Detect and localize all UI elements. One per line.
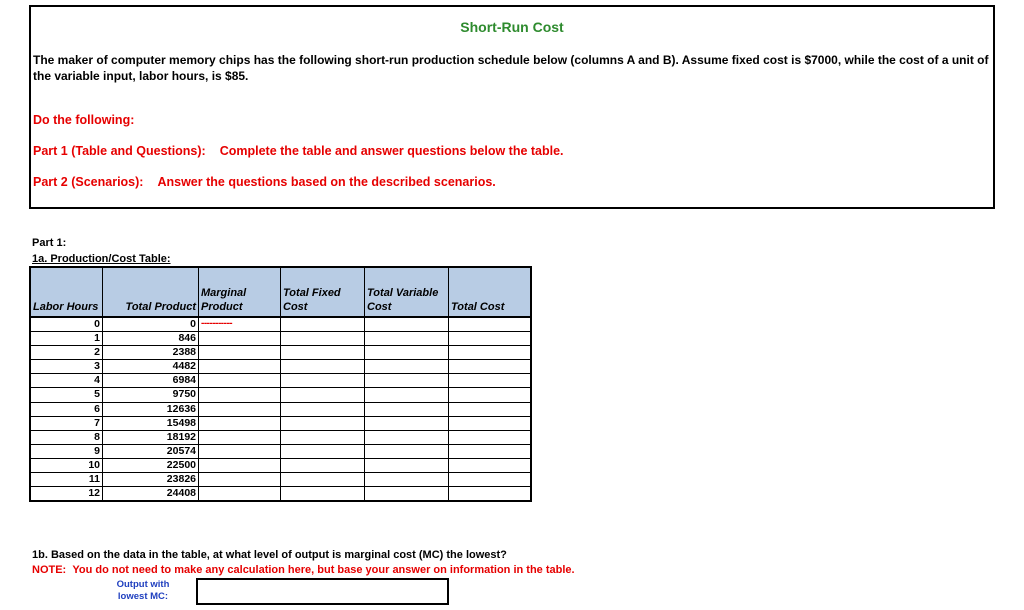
- part1-heading: Part 1:: [32, 237, 67, 249]
- lowest-mc-answer-input[interactable]: [196, 578, 449, 605]
- cell-marginal-product[interactable]: [199, 403, 281, 416]
- cell-total-product: 0: [103, 318, 199, 331]
- cell-total-variable-cost[interactable]: [365, 388, 449, 401]
- cell-marginal-product[interactable]: [199, 388, 281, 401]
- cell-labor-hours: 11: [31, 473, 103, 486]
- table-row: [31, 332, 530, 346]
- cell-marginal-product[interactable]: [199, 374, 281, 387]
- cell-total-variable-cost[interactable]: [365, 374, 449, 387]
- table-header: [31, 268, 530, 318]
- cell-total-product: 23826: [103, 473, 199, 486]
- cell-labor-hours: 12: [31, 487, 103, 500]
- cell-labor-hours: 8: [31, 431, 103, 444]
- cell-total-cost[interactable]: [449, 388, 530, 401]
- cell-total-cost[interactable]: [449, 403, 530, 416]
- col-header-total-variable-cost: Total Variable Cost: [365, 268, 449, 316]
- cell-total-product: 22500: [103, 459, 199, 472]
- table-row: [31, 403, 530, 417]
- cell-total-cost[interactable]: [449, 417, 530, 430]
- answer-label: Output with lowest MC:: [116, 579, 170, 602]
- cell-total-fixed-cost[interactable]: [281, 445, 365, 458]
- cell-labor-hours: 2: [31, 346, 103, 359]
- cell-total-variable-cost[interactable]: [365, 487, 449, 500]
- page-title: Short-Run Cost: [460, 19, 564, 35]
- note-text: You do not need to make any calculation here, but base your answer on information in the table.: [72, 564, 575, 576]
- cell-total-product: 18192: [103, 431, 199, 444]
- cell-total-cost[interactable]: [449, 318, 530, 331]
- cell-total-cost[interactable]: [449, 332, 530, 345]
- table-row: [31, 388, 530, 402]
- table-title: 1a. Production/Cost Table:: [32, 253, 171, 265]
- table-row: [31, 473, 530, 487]
- question-1b: 1b. Based on the data in the table, at what level of output is marginal cost (MC) the lowest?: [32, 549, 507, 561]
- cell-total-cost[interactable]: [449, 374, 530, 387]
- table-row: [31, 445, 530, 459]
- cell-total-fixed-cost[interactable]: [281, 388, 365, 401]
- cell-total-product: 24408: [103, 487, 199, 500]
- cell-total-variable-cost[interactable]: [365, 360, 449, 373]
- col-header-labor-hours: Labor Hours: [31, 268, 103, 316]
- cell-marginal-product[interactable]: -----------: [199, 318, 281, 331]
- cell-total-variable-cost[interactable]: [365, 445, 449, 458]
- table-row: [31, 318, 530, 332]
- question-1b-note: [32, 564, 575, 576]
- cell-total-product: 12636: [103, 403, 199, 416]
- cell-labor-hours: 10: [31, 459, 103, 472]
- cell-labor-hours: 6: [31, 403, 103, 416]
- cell-total-fixed-cost[interactable]: [281, 360, 365, 373]
- cell-total-fixed-cost[interactable]: [281, 332, 365, 345]
- table-row: [31, 417, 530, 431]
- cell-marginal-product[interactable]: [199, 473, 281, 486]
- table-row: [31, 346, 530, 360]
- cell-marginal-product[interactable]: [199, 459, 281, 472]
- cell-total-cost[interactable]: [449, 360, 530, 373]
- cell-total-fixed-cost[interactable]: [281, 487, 365, 500]
- cell-marginal-product[interactable]: [199, 332, 281, 345]
- cell-total-cost[interactable]: [449, 459, 530, 472]
- cell-marginal-product[interactable]: [199, 417, 281, 430]
- intro-text: The maker of computer memory chips has the following short-run production schedule below (columns A and B). Assume fixed cost is $7000, while the cost of a unit of the variable input, labor hours, is $85.: [33, 53, 989, 83]
- part1-text: Complete the table and answer questions below the table.: [219, 144, 564, 158]
- cell-total-fixed-cost[interactable]: [281, 346, 365, 359]
- cell-labor-hours: 7: [31, 417, 103, 430]
- cell-total-cost[interactable]: [449, 487, 530, 500]
- table-body: [31, 318, 530, 500]
- cell-total-variable-cost[interactable]: [365, 473, 449, 486]
- cell-labor-hours: 1: [31, 332, 103, 345]
- cell-total-product: 6984: [103, 374, 199, 387]
- table-row: [31, 459, 530, 473]
- table-row: [31, 360, 530, 374]
- cell-marginal-product[interactable]: [199, 431, 281, 444]
- col-header-total-cost: Total Cost: [451, 301, 505, 313]
- cell-total-product: 20574: [103, 445, 199, 458]
- cell-labor-hours: 5: [31, 388, 103, 401]
- cell-total-cost[interactable]: [449, 473, 530, 486]
- table-row: [31, 487, 530, 500]
- cell-total-cost[interactable]: [449, 431, 530, 444]
- cell-marginal-product[interactable]: [199, 346, 281, 359]
- cell-total-variable-cost[interactable]: [365, 403, 449, 416]
- col-header-total-product: Total Product: [103, 268, 199, 316]
- note-label: NOTE:: [32, 564, 67, 576]
- cell-marginal-product[interactable]: [199, 487, 281, 500]
- cell-total-product: 9750: [103, 388, 199, 401]
- cell-total-variable-cost[interactable]: [365, 318, 449, 331]
- cell-total-fixed-cost[interactable]: [281, 417, 365, 430]
- cell-marginal-product[interactable]: [199, 360, 281, 373]
- col-header-total-fixed-cost: Total Fixed Cost: [281, 268, 365, 316]
- cell-total-variable-cost[interactable]: [365, 459, 449, 472]
- cell-total-product: 2388: [103, 346, 199, 359]
- part1-label: Part 1 (Table and Questions):: [33, 144, 206, 158]
- cell-total-fixed-cost[interactable]: [281, 431, 365, 444]
- cell-total-fixed-cost[interactable]: [281, 318, 365, 331]
- cell-total-variable-cost[interactable]: [365, 346, 449, 359]
- cell-total-fixed-cost[interactable]: [281, 459, 365, 472]
- cell-total-fixed-cost[interactable]: [281, 473, 365, 486]
- cell-labor-hours: 9: [31, 445, 103, 458]
- part2-label: Part 2 (Scenarios):: [33, 175, 144, 189]
- part2-instruction: [33, 175, 496, 189]
- part1-instruction: [33, 144, 564, 158]
- cell-total-variable-cost[interactable]: [365, 431, 449, 444]
- cell-total-product: 4482: [103, 360, 199, 373]
- col-header-marginal-product: Marginal Product: [199, 268, 281, 316]
- cell-labor-hours: 3: [31, 360, 103, 373]
- table-row: [31, 431, 530, 445]
- cell-labor-hours: 0: [31, 318, 103, 331]
- production-cost-table: [29, 266, 532, 502]
- cell-total-variable-cost[interactable]: [365, 417, 449, 430]
- cell-total-cost[interactable]: [449, 346, 530, 359]
- cell-total-fixed-cost[interactable]: [281, 403, 365, 416]
- instructions-box: [29, 5, 995, 209]
- cell-total-fixed-cost[interactable]: [281, 374, 365, 387]
- cell-total-product: 846: [103, 332, 199, 345]
- cell-total-variable-cost[interactable]: [365, 332, 449, 345]
- part2-text: Answer the questions based on the described scenarios.: [157, 175, 496, 189]
- cell-total-product: 15498: [103, 417, 199, 430]
- cell-marginal-product[interactable]: [199, 445, 281, 458]
- table-row: [31, 374, 530, 388]
- cell-labor-hours: 4: [31, 374, 103, 387]
- cell-total-cost[interactable]: [449, 445, 530, 458]
- do-following-text: Do the following:: [33, 113, 135, 127]
